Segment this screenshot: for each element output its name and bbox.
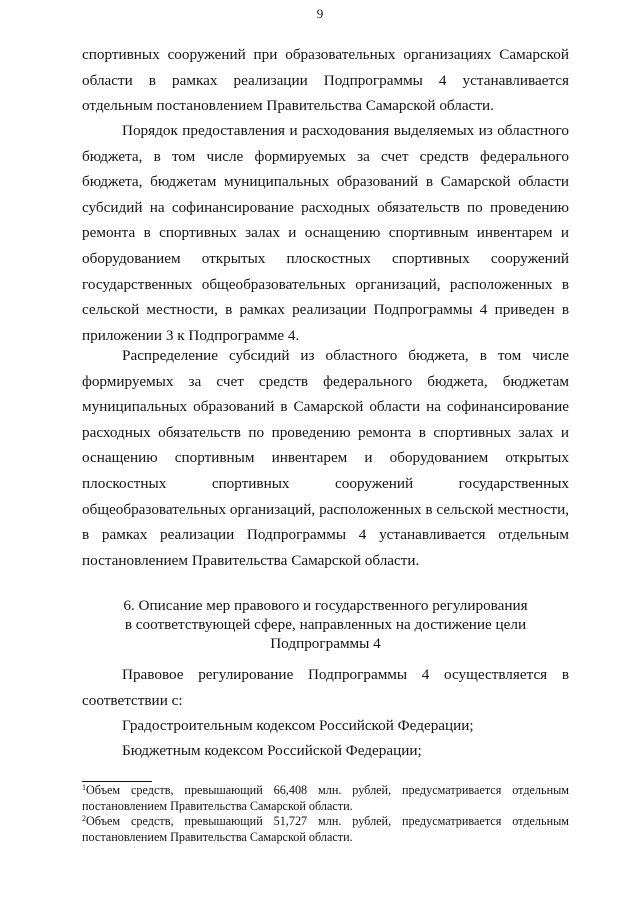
paragraph-text: Правовое регулирование Подпрограммы 4 осуществляется в соответствии с: [82, 666, 569, 709]
footnote-text: Объем средств, превышающий 51,727 млн. рублей, предусматривается отдельным постановлением Правительства Самарской области. [82, 814, 569, 844]
footnote-mark: 2 [82, 814, 86, 823]
footnote-text: Объем средств, превышающий 66,408 млн. рублей, предусматривается отдельным постановлением Правительства Самарской области. [82, 783, 569, 813]
section-heading-line: в соответствующей сфере, направленных на достижение цели [124, 616, 527, 633]
paragraph-regulation-intro [82, 662, 569, 713]
regulation-list-item: Бюджетным кодексом Российской Федерации; [122, 742, 422, 759]
section-heading-line: Подпрограммы 4 [270, 635, 381, 652]
footnote-divider [82, 781, 152, 782]
paragraph-subsidy-procedure [82, 118, 569, 348]
regulation-list-item: Градостроительным кодексом Российской Федерации; [122, 717, 474, 734]
footnote [82, 814, 569, 845]
footnotes [82, 783, 569, 845]
paragraph-text: Порядок предоставления и расходования выделяемых из областного бюджета, в том числе формируемых за счет средств федерального бюджета, бюджетам муниципальных образований в Самарской области субсидий на софинансирование расходных обязательств по проведению ремонта в спортивных залах и оснащению спортивным инвентарем и оборудованием открытых плоскостных спортивных сооружений государственных общеобразовательных организаций, расположенных в сельской местности, в рамках реализации Подпрограммы 4 приведен в приложении 3 к Подпрограмме 4. [82, 122, 569, 344]
footnote [82, 783, 569, 814]
paragraph-text: спортивных сооружений при образовательных организациях Самарской области в рамках реализации Подпрограммы 4 устанавливается отдельным постановлением Правительства Самарской области. [82, 46, 569, 115]
section-heading-line: 6. Описание мер правового и государственного регулирования [123, 597, 528, 614]
page-number: 9 [316, 6, 324, 21]
paragraph-text: Распределение субсидий из областного бюджета, в том числе формируемых за счет средств федерального бюджета, бюджетам муниципальных образований в Самарской области на софинансирование расходных обязательств по проведению ремонта в спортивных залах и оснащению спортивным инвентарем и оборудованием открытых плоскостных спортивных сооружений государственных общеобразовательных организаций, расположенных в сельской местности, в рамках реализации Подпрограммы 4 устанавливается отдельным постановлением Правительства Самарской области. [82, 347, 569, 569]
footnote-mark: 1 [82, 783, 86, 792]
paragraph-continuation [82, 42, 569, 119]
section-heading [82, 596, 569, 653]
paragraph-subsidy-distribution [82, 343, 569, 573]
